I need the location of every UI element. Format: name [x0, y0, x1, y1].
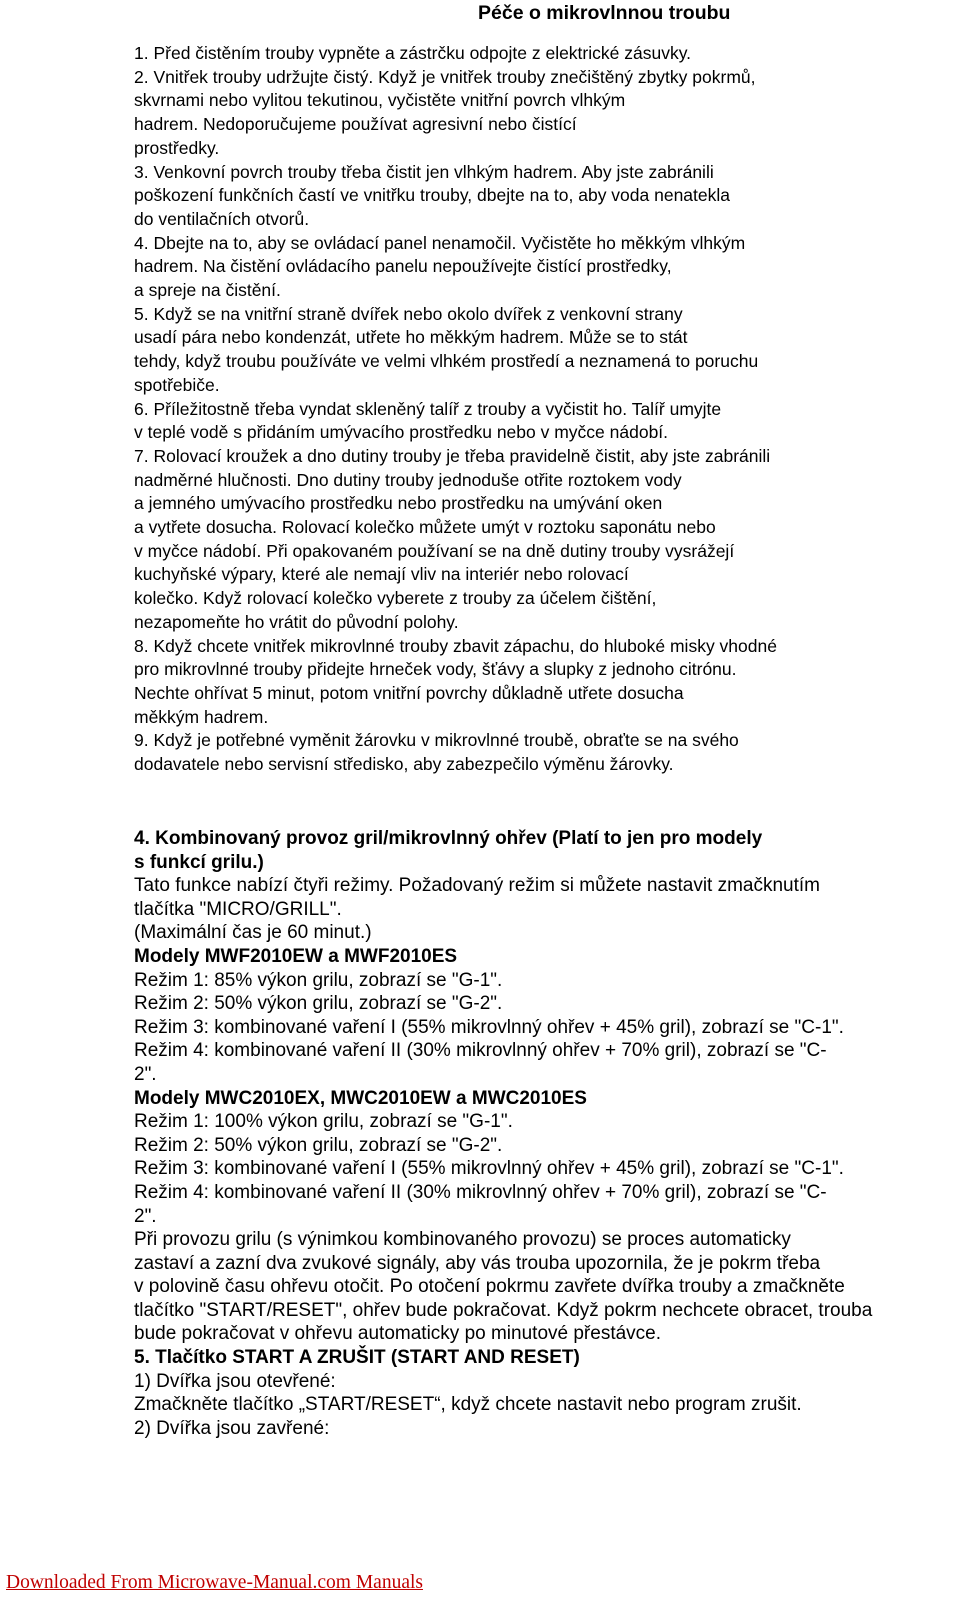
- model-group-heading: Modely MWF2010EW a MWF2010ES: [134, 945, 458, 967]
- care-line: hadrem. Nedoporučujeme používat agresivní nebo čistící: [134, 114, 577, 135]
- care-line: skvrnami nebo vylitou tekutinou, vyčistěte vnitřní povrch vlhkým: [134, 90, 626, 111]
- care-line: hadrem. Na čistění ovládacího panelu nepoužívejte čistící prostředky,: [134, 256, 672, 277]
- care-line: a jemného umývacího prostředku nebo prostředku na umývání oken: [134, 493, 663, 514]
- start-reset-line: 2) Dvířka jsou zavřené:: [134, 1417, 330, 1439]
- care-line: v teplé vodě s přidáním umývacího prostředku nebo v myčce nádobí.: [134, 422, 669, 443]
- care-line: nezapomeňte ho vrátit do původní polohy.: [134, 611, 459, 632]
- mode-line: Režim 3: kombinované vaření I (55% mikrovlnný ohřev + 45% gril), zobrazí se "C-1".: [134, 1158, 844, 1180]
- section-heading: 5. Tlačítko START A ZRUŠIT (START AND RESET): [134, 1347, 580, 1369]
- care-line: a vytřete dosucha. Rolovací kolečko můžete umýt v roztoku saponátu nebo: [134, 517, 716, 538]
- note-line: v polovině času ohřevu otočit. Po otočení pokrmu zavřete dvířka trouby a zmačkněte: [134, 1276, 845, 1298]
- mode-line: Režim 4: kombinované vaření II (30% mikrovlnný ohřev + 70% gril), zobrazí se "C-: [134, 1181, 827, 1203]
- section-heading: s funkcí grilu.): [134, 851, 264, 873]
- care-line: dodavatele nebo servisní středisko, aby zabezpečilo výměnu žárovky.: [134, 754, 674, 775]
- care-line: nadměrné hlučnosti. Dno dutiny trouby jednoduše otřite roztokem vody: [134, 469, 682, 490]
- care-line: 1. Před čistěním trouby vypněte a zástrčku odpojte z elektrické zásuvky.: [134, 43, 692, 63]
- intro-line: (Maximální čas je 60 minut.): [134, 922, 372, 944]
- intro-line: Tato funkce nabízí čtyři režimy. Požadovaný režim si můžete nastavit zmačknutím: [134, 875, 821, 897]
- care-instructions: [134, 42, 954, 777]
- care-line: Nechte ohřívat 5 minut, potom vnitřní povrchy důkladně utřete dosucha: [134, 682, 684, 703]
- care-line: 3. Venkovní povrch trouby třeba čistit jen vlhkým hadrem. Aby jste zabránili: [134, 161, 714, 182]
- mode-line: Režim 2: 50% výkon grilu, zobrazí se "G-2".: [134, 1134, 503, 1156]
- care-line: usadí pára nebo kondenzát, utřete ho měkkým hadrem. Může se to stát: [134, 327, 688, 348]
- care-line: 2. Vnitřek trouby udržujte čistý. Když je vnitřek trouby znečištěný zbytky pokrmů,: [134, 66, 756, 87]
- start-reset-line: Zmačkněte tlačítko „START/RESET“, když chcete nastavit nebo program zrušit.: [134, 1394, 802, 1416]
- page-title: Péče o mikrovlnnou troubu: [478, 2, 731, 24]
- mode-line: Režim 1: 100% výkon grilu, zobrazí se "G-1".: [134, 1111, 513, 1133]
- care-line: 9. Když je potřebné vyměnit žárovku v mikrovlnné troubě, obraťte se na svého: [134, 730, 739, 751]
- mode-line: Režim 4: kombinované vaření II (30% mikrovlnný ohřev + 70% gril), zobrazí se "C-: [134, 1040, 827, 1062]
- intro-line: tlačítka "MICRO/GRILL".: [134, 898, 342, 920]
- care-line: 4. Dbejte na to, aby se ovládací panel nenamočil. Vyčistěte ho měkkým vlhkým: [134, 232, 746, 253]
- note-line: Při provozu grilu (s výnimkou kombinovaného provozu) se proces automaticky: [134, 1229, 791, 1251]
- mode-line: 2".: [134, 1063, 157, 1085]
- note-line: tlačítko "START/RESET", ohřev bude pokračovat. Když pokrm nechcete obracet, trouba: [134, 1299, 873, 1321]
- model-group-heading: Modely MWC2010EX, MWC2010EW a MWC2010ES: [134, 1087, 587, 1109]
- care-line: kuchyňské výpary, které ale nemají vliv na interiér nebo rolovací: [134, 564, 629, 585]
- care-line: do ventilačních otvorů.: [134, 208, 310, 229]
- care-line: a spreje na čistění.: [134, 280, 281, 301]
- grill-mode-section: [134, 827, 954, 1440]
- mode-line: Režim 3: kombinované vaření I (55% mikrovlnný ohřev + 45% gril), zobrazí se "C-1".: [134, 1016, 844, 1038]
- download-source-link[interactable]: Downloaded From Microwave-Manual.com Manuals: [6, 1572, 423, 1593]
- care-line: 7. Rolovací kroužek a dno dutiny trouby je třeba pravidelně čistit, aby jste zabránili: [134, 445, 771, 466]
- care-line: 6. Příležitostně třeba vyndat skleněný talíř z trouby a vyčistit ho. Talíř umyjte: [134, 398, 722, 419]
- care-line: 5. Když se na vnitřní straně dvířek nebo okolo dvířek z venkovní strany: [134, 303, 683, 324]
- care-line: tehdy, když troubu používáte ve velmi vlhkém prostředí a neznamená to poruchu: [134, 351, 759, 372]
- care-line: kolečko. Když rolovací kolečko vyberete z trouby za účelem čištění,: [134, 588, 657, 609]
- care-line: v myčce nádobí. Při opakovaném používaní se na dně dutiny trouby vysrážejí: [134, 540, 735, 561]
- note-line: zastaví a zazní dva zvukové signály, aby vás trouba upozornila, že je pokrm třeba: [134, 1252, 821, 1274]
- care-line: prostředky.: [134, 137, 220, 158]
- section-heading: 4. Kombinovaný provoz gril/mikrovlnný ohřev (Platí to jen pro modely: [134, 828, 763, 849]
- care-line: 8. Když chcete vnitřek mikrovlnné trouby zbavit zápachu, do hluboké misky vhodné: [134, 635, 777, 656]
- mode-line: Režim 1: 85% výkon grilu, zobrazí se "G-1".: [134, 969, 503, 991]
- care-line: poškození funkčních častí ve vnitřku trouby, dbejte na to, aby voda nenatekla: [134, 185, 731, 206]
- care-line: měkkým hadrem.: [134, 706, 269, 727]
- care-line: spotřebiče.: [134, 374, 220, 395]
- mode-line: 2".: [134, 1205, 157, 1227]
- start-reset-line: 1) Dvířka jsou otevřené:: [134, 1370, 336, 1392]
- mode-line: Režim 2: 50% výkon grilu, zobrazí se "G-2".: [134, 993, 503, 1015]
- note-line: bude pokračovat v ohřevu automaticky po minutové přestávce.: [134, 1323, 662, 1345]
- care-line: pro mikrovlnné trouby přidejte hrneček vody, šťávy a slupky z jednoho citrónu.: [134, 659, 737, 680]
